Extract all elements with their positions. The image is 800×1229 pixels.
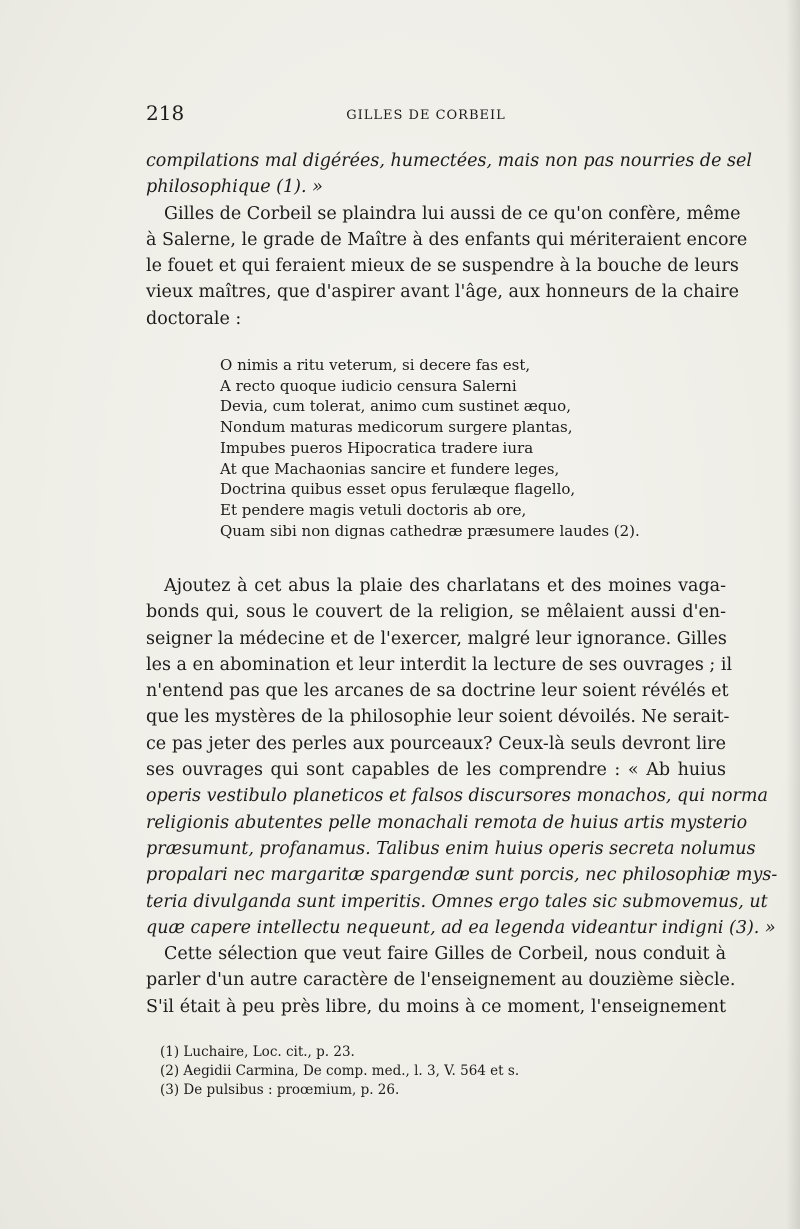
text-line: ce pas jeter des perles aux pourceaux? Ceux-là seuls devront lire — [146, 733, 726, 754]
verse-line: Et pendere magis vetuli doctoris ab ore, — [220, 500, 527, 519]
text-line: vieux maîtres, que d'aspirer avant l'âge, aux honneurs de la chaire — [146, 282, 740, 303]
verse-line: Quam sibi non dignas cathedræ præsumere laudes (2). — [220, 521, 640, 540]
verse-line: At que Machaonias sancire et fundere leges, — [220, 459, 560, 478]
text-line: à Salerne, le grade de Maître à des enfants qui mériteraient encore — [146, 229, 748, 250]
text-line: compilations mal digérées, humectées, mais non pas nourries de sel — [146, 151, 752, 171]
verse-line: Impubes pueros Hipocratica tradere iura — [220, 438, 534, 457]
text-line: parler d'un autre caractère de l'enseignement au douzième siècle. — [146, 970, 736, 991]
text-line: præsumunt, profanamus. Talibus enim huius operis secreta nolumus — [146, 838, 756, 859]
verse-line: Devia, cum tolerat, animo cum sustinet æquo, — [220, 397, 571, 416]
text-line: S'il était à peu près libre, du moins à ce moment, l'enseignement — [146, 996, 726, 1017]
text-line: bonds qui, sous le couvert de la religion, se mêlaient aussi d'en- — [146, 602, 726, 623]
text-line: Ajoutez à cet abus la plaie des charlatans et des moines vaga- — [164, 576, 726, 596]
text-line: Gilles de Corbeil se plaindra lui aussi de ce qu'on confère, même — [164, 203, 741, 224]
footnotes — [160, 1043, 660, 1100]
paragraph-1 — [146, 148, 752, 332]
text-line: propalari nec margaritæ spargendæ sunt porcis, nec philosophiæ mys- — [146, 865, 778, 886]
footnote-2: (2) Aegidii Carmina, De comp. med., l. 3, V. 564 et s. — [160, 1063, 520, 1079]
footnote-3: (3) De pulsibus : proœmium, p. 26. — [160, 1082, 400, 1098]
text-line: n'entend pas que les arcanes de sa doctrine leur soient révélés et — [146, 681, 729, 702]
text-line: religionis abutentes pelle monachali remota de huius artis mysterio — [146, 812, 748, 833]
verse-line: A recto quoque iudicio censura Salerni — [220, 376, 517, 395]
verse-line: Nondum maturas medicorum surgere plantas, — [220, 418, 573, 437]
text-line: que les mystères de la philosophie leur soient dévoilés. Ne serait- — [146, 707, 730, 728]
text-line: les a en abomination et leur interdit la lecture de ses ouvrages ; il — [146, 654, 733, 675]
text-line: quæ capere intellectu nequeunt, ad ea legenda videantur indigni (3). » — [146, 917, 776, 938]
text-line: operis vestibulo planeticos et falsos discursores monachos, qui norma — [146, 786, 768, 807]
text-line: Cette sélection que veut faire Gilles de Corbeil, nous conduit à — [164, 944, 726, 965]
text-line: teria divulganda sunt imperitis. Omnes ergo tales sic submovemus, ut — [146, 891, 768, 912]
page-header — [146, 101, 726, 129]
paragraph-2 — [146, 573, 778, 1020]
footnote-1: (1) Luchaire, Loc. cit., p. 23. — [160, 1044, 355, 1060]
verse-line: Doctrina quibus esset opus ferulæque flagello, — [220, 480, 576, 499]
latin-verse — [220, 355, 700, 541]
text-line: le fouet et qui feraient mieux de se suspendre à la bouche de leurs — [146, 256, 739, 277]
text-line: seigner la médecine et de l'exercer, malgré leur ignorance. Gilles — [146, 628, 727, 649]
text-line: philosophique (1). » — [146, 177, 323, 198]
page-number: 218 — [146, 101, 185, 125]
verse-line: O nimis a ritu veterum, si decere fas est, — [220, 356, 531, 374]
text-line: doctorale : — [146, 308, 242, 329]
running-title: GILLES DE CORBEIL — [346, 108, 506, 123]
page-edge-shadow — [786, 0, 800, 1229]
text-line: ses ouvrages qui sont capables de les comprendre : « Ab huius — [146, 760, 726, 781]
